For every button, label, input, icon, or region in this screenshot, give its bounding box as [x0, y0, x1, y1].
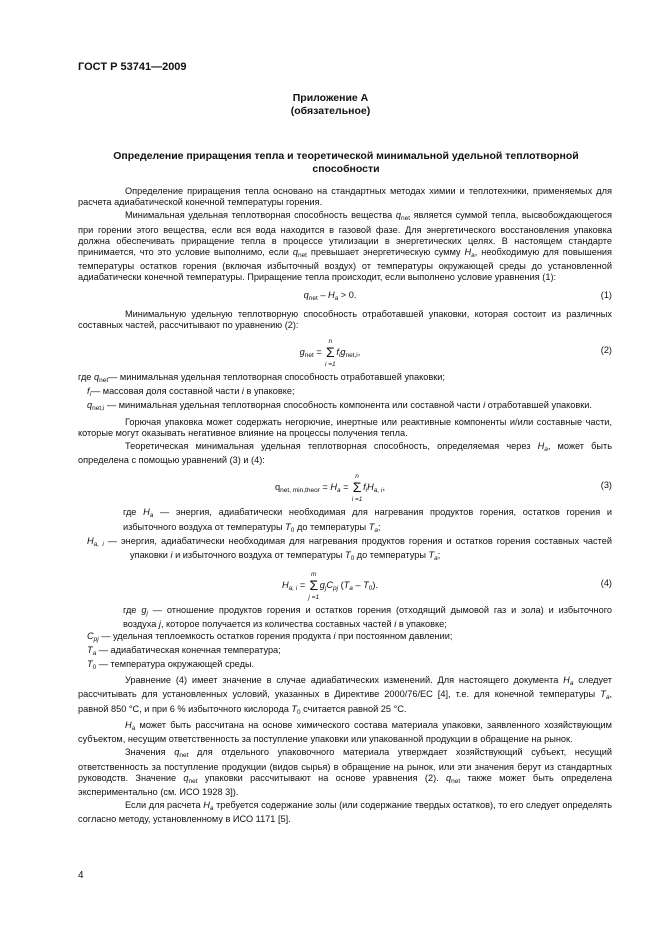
- equation-formula: $H_{a, i}$ = m Σ j =1 $g_jC_{pj}$ $(T_a - T_0)$.: [281, 571, 379, 602]
- definition-item: $T_0$ — температура окружающей среды.: [87, 659, 255, 672]
- definitions-eq4: [78, 605, 612, 673]
- definition-item: $H_{a, i}$ — энергия, адиабатически необходимая для нагревания продуктов горения и остатков горения составных частей упаковки i и избыточного воздуха от температуры $T_0$ до температуры $T_a$;: [87, 535, 612, 563]
- definition-item: где $g_j$ — отношение продуктов горения и остатков горения (отходящий дымовой газ и зола) и избыточного воздуха j, которое получается из количества составных частей i в упаковке;: [123, 605, 612, 630]
- paragraph: Если для расчета $H_a$ требуется содержание золы (или содержание твердых остатков), то его следует определять согласно методу, установленному в ИСО 1171 [5].: [78, 800, 612, 825]
- equation-4: [78, 566, 612, 602]
- sum-symbol: m Σ j =1: [308, 571, 320, 602]
- paragraph: $H_a$ может быть рассчитана на основе химического состава материала упаковки, заявленного хозяйствующим субъектом, несущим ответственность за поступление упаковки или упакованной продукции в обращение на рынок.: [78, 719, 612, 745]
- definition-item: $f_i$ — массовая доля составной части i в упаковке;: [87, 386, 295, 399]
- paragraph: Значения $q_{net}$ для отдельного упаковочного материала утверждает хозяйствующий субъект, несущий ответственность за поступление продукции (видов сырья) в обращение на рынок, или эти значения берут из стандартных руководств. Значение $q_{net}$ упаковки рассчитывают на основе уравнения (2). $q_{net}$ также может быть определена экспериментально (см. ИСО 1928 3]).: [78, 747, 612, 797]
- definitions-eq2: [78, 372, 612, 415]
- paragraph: Горючая упаковка может содержать негорючие, инертные или реактивные компоненты и/или составные части, которые могут оказывать негативное влияние на процессы получения тепла.: [78, 416, 612, 438]
- sum-symbol: n Σ i =1: [324, 338, 336, 369]
- equation-number: (3): [600, 480, 612, 491]
- equation-3: [78, 468, 612, 504]
- equation-formula: $g_{net}$ = n Σ i =1 $f_ig_{net,i}$,: [299, 338, 361, 369]
- definitions-eq3: [78, 507, 612, 564]
- definition-item: $C_{pj}$ — удельная теплоемкость остатков горения продукта i при постоянном давлении;: [87, 630, 453, 643]
- equation-number: (1): [600, 289, 612, 300]
- definition-item: $T_a$ — адиабатическая конечная температура;: [87, 644, 281, 657]
- definition-item: где $q_{net}$ — минимальная удельная теплотворная способность отработавшей упаковки;: [78, 372, 445, 385]
- equation-number: (2): [600, 345, 612, 356]
- definition-item: $q_{net,i}$ — минимальная удельная теплотворная способность компонента или составной части i отработавшей упаковки.: [87, 400, 592, 413]
- paragraph: Определение приращения тепла основано на стандартных методах химии и теплотехники, применяемых для расчета адиабатической конечной температуры горения.: [78, 186, 612, 208]
- sum-symbol: n Σ i =1: [351, 473, 363, 504]
- equation-formula: $q_{net} - H_a > 0$.: [303, 289, 357, 302]
- document-body: [78, 186, 612, 828]
- paragraph: Теоретическая минимальная удельная теплотворная способность, определяемая через $H_a$, может быть определена с помощью уравнений (3) и (4):: [78, 441, 612, 466]
- annex-title: Приложение А: [292, 92, 369, 104]
- equation-2: [78, 333, 612, 369]
- equation-1: [78, 286, 612, 306]
- section-title: Определение приращения тепла и теоретической минимальной удельной теплотворной способности: [113, 150, 579, 175]
- document-header: ГОСТ Р 53741—2009: [78, 61, 187, 73]
- page-number: 4: [78, 870, 84, 881]
- annex-status: (обязательное): [290, 105, 371, 117]
- equation-number: (4): [600, 578, 612, 589]
- definition-item: где $H_a$ — энергия, адиабатически необходимая для нагревания продуктов горения, остатков горения и избыточного воздуха от температуры $T_0$ до температуры $T_a$;: [123, 507, 612, 534]
- paragraph: Минимальную удельную теплотворную способность отработавшей упаковки, которая состоит из различных составных частей, рассчитывают по уравнению (2):: [78, 308, 612, 330]
- paragraph: Уравнение (4) имеет значение в случае адиабатических изменений. Для настоящего документа $H_a$ следует рассчитывать для установленных условий, указанных в Директиве 2000/76/ЕС [4], т.е. для конечной температуры $T_a$, равной 850 °С, и при 6 % избыточного кислорода $T_0$ считается равной 25 °С.: [78, 675, 613, 716]
- equation-formula: $q_{net, min,theor} = H_a$ = n Σ i =1 $f_iH_{a, i}$,: [275, 473, 385, 504]
- annex-heading: [0, 92, 661, 118]
- paragraph: Минимальная удельная теплотворная способность вещества $q_{net}$ является суммой тепла, высвобождающегося при горении этого вещества, если вся вода находится в газовой фазе. Для энергетического восстановления упаковка должна обеспечивать приращение тепла в процессе утилизации в энергетических целях. В настоящем стандарте принимается, что это условие выполнимо, если $q_{net}$ превышает энергетическую сумму $H_a$, необходимую для повышения температуры остатков горения (включая избыточный воздух) от температуры окружающей среды до установленной адиабатически конечной температуры. Приращение тепла происходит, если выполнено условие уравнения (1):: [78, 210, 612, 283]
